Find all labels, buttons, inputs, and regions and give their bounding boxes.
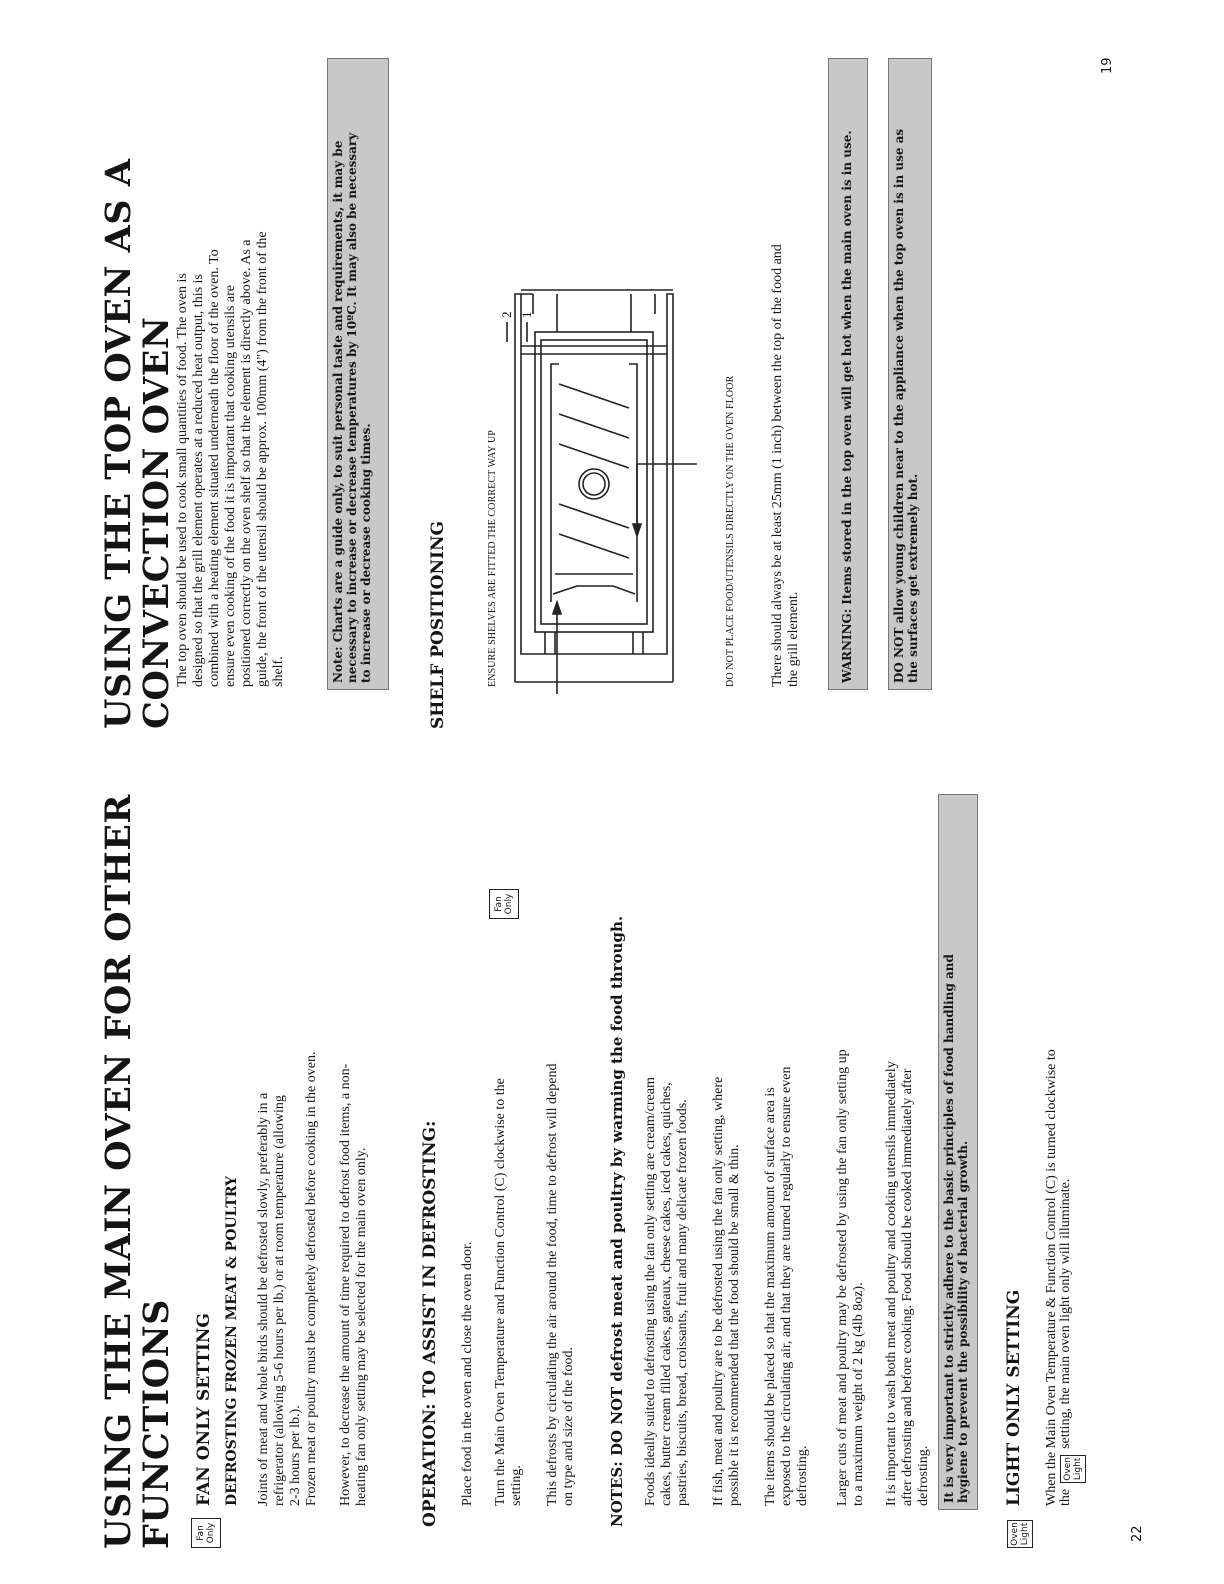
fan-only-heading: FAN ONLY SETTING xyxy=(194,1313,214,1506)
oven-light-badge xyxy=(1004,1520,1033,1548)
convection-intro: The top oven should be used to cook small quantities of food. The oven is designed so that the grill element operates at a reduced heat output, this is combined with a heating element situated underneath the floor of the oven. To ensure even cooking of the food it is important that cooking utensils are positioned correctly on the oven shelf so that the element is directly above. As a guide, the front of the utensil should be approx. 100mm (4") from the front of the shelf. xyxy=(175,231,286,687)
operation-heading: OPERATION: TO ASSIST IN DEFROSTING: xyxy=(420,1120,440,1527)
notes-paragraph-2: If fish, meat and poultry are to be defrosted using the fan only setting, where possible it is recommended that the food should be small & thin. xyxy=(711,1076,742,1506)
right-title xyxy=(100,159,176,729)
oven-back-panel xyxy=(535,332,653,632)
oven-shelf xyxy=(551,364,637,602)
diagram-caption-top: ENSURE SHELVES ARE FITTED THE CORRECT WAY UP xyxy=(487,430,498,687)
left-title-line2: FUNCTIONS xyxy=(136,1299,177,1549)
fan-only-icon: Fan Only xyxy=(489,889,519,919)
shelf-label-1: 1 xyxy=(519,311,534,318)
grill-gap-paragraph: There should always be at least 25mm (1 inch) between the top of the food and the grill element. xyxy=(770,244,801,687)
notes-paragraph-4: Larger cuts of meat and poultry may be defrosted by using the fan only setting up to a maximum weight of 2 kg (4lb 8oz). xyxy=(835,1049,866,1506)
notes-heading: NOTES: DO NOT defrost meat and poultry by warming the food through. xyxy=(608,915,626,1527)
page-number-left: 22 xyxy=(1130,1525,1145,1542)
right-title-line2: CONVECTION OVEN xyxy=(136,316,177,729)
notes-paragraph-5: It is important to wash both meat and poultry and cooking utensils immediately after defrosting and before cooking. Food should be cooked immediately after defrosting. xyxy=(884,1061,931,1506)
operation-step-1: Place food in the oven and close the oven door. xyxy=(460,1241,475,1506)
hot-warning-box: WARNING: Items stored in the top oven will get hot when the main oven is in use. xyxy=(828,58,868,690)
defrost-subheading: DEFROSTING FROZEN MEAT & POULTRY xyxy=(224,1176,240,1506)
diagram-caption-bottom: DO NOT PLACE FOOD/UTENSILS DIRECTLY ON THE OVEN FLOOR xyxy=(725,375,736,687)
operation-fan-only-badge xyxy=(488,889,519,919)
notes-paragraph-3: The items should be placed so that the maximum amount of surface area is exposed to the circulating air, and that they are turned regularly to ensure even defrosting. xyxy=(763,1066,810,1506)
children-warning-box: DO NOT allow young children near to the appliance when the top oven is in use as the surfaces get extremely hot. xyxy=(888,58,932,690)
fan-only-icon: Fan Only xyxy=(191,1518,221,1548)
charts-note-box: Note: Charts are a guide only, to suit personal taste and requirements, it may be necessary to increase or decrease temperatures by 10ºC. It may also be necessary to increase or decrease cooking times. xyxy=(327,58,389,690)
defrost-paragraph-2: However, to decrease the amount of time required to defrost food items, a non- heating fan only setting may be selected for the main oven only. xyxy=(338,1063,369,1506)
oven-light-icon: Oven Light xyxy=(1007,1520,1033,1548)
operation-step-3: This defrosts by circulating the air around the food, time to defrost will depend on type and size of the food. xyxy=(545,1063,576,1506)
hygiene-warning-box: It is very important to strictly adhere to the basic principles of food handling and hygiene to prevent the possibility of bacterial growth. xyxy=(938,794,978,1510)
shelf-diagram xyxy=(497,274,717,694)
shelf-label-2: 2 xyxy=(499,311,514,318)
oven-light-icon: Oven Light xyxy=(1060,1455,1086,1483)
light-only-line-2: the Oven Light setting, the main oven light only will illuminate. xyxy=(1058,1179,1086,1506)
left-title-line1: USING THE MAIN OVEN FOR OTHER xyxy=(98,793,139,1549)
light-only-heading: LIGHT ONLY SETTING xyxy=(1004,1289,1024,1506)
light-only-line-1: When the Main Oven Temperature & Function Control (C) is turned clockwise to xyxy=(1044,1049,1059,1506)
page-number-right: 19 xyxy=(1100,57,1115,74)
fan-only-badge xyxy=(190,1518,221,1548)
shelf-positioning-heading: SHELF POSITIONING xyxy=(428,520,448,729)
left-title xyxy=(100,794,176,1549)
operation-step-2: Turn the Main Oven Temperature and Function Control (C) clockwise to the setting. xyxy=(493,1078,524,1506)
notes-paragraph-1: Foods ideally suited to defrosting using the fan only setting are cream/cream cakes, butter cream filled cakes, gateaux, cheese cakes, iced cakes, quiches, pastries, biscuits, bread, croissants, fruit and many delicate frozen foods. xyxy=(643,1077,690,1506)
defrost-paragraph-1: Joints of meat and whole birds should be defrosted slowly, preferably in a refrigerator (allowing 5-6 hours per lb.) or at room temperature (allowing 2-3 hours per lb.). Frozen meat or poultry must be completely defrosted before cooking in the oven. xyxy=(256,1051,319,1506)
right-title-line1: USING THE TOP OVEN AS A xyxy=(98,158,139,729)
